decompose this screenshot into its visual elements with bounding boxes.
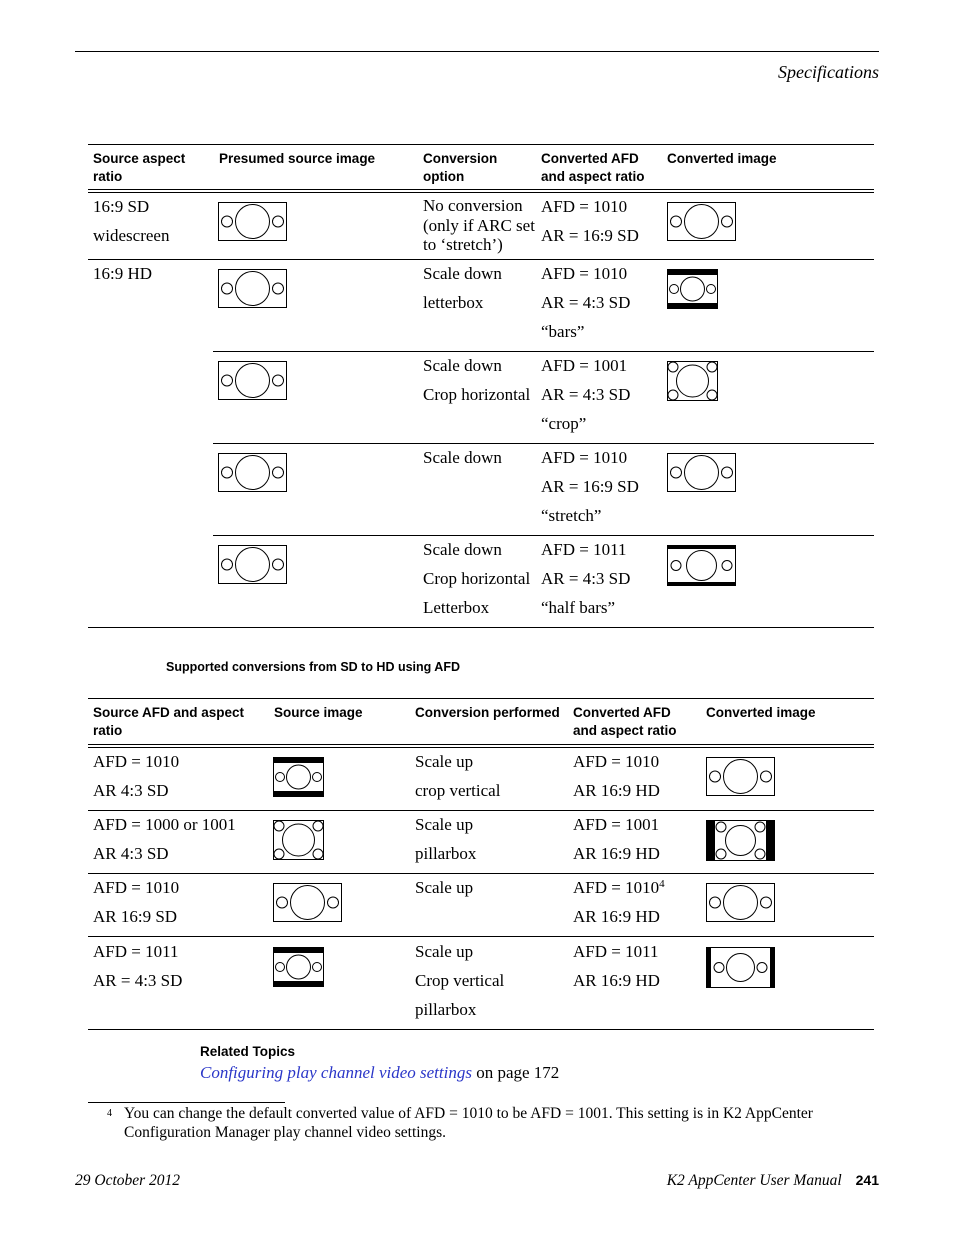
footer-date: 29 October 2012 — [75, 1172, 181, 1189]
converted-afd-line: “bars” — [541, 322, 585, 341]
table2-bottom-rule — [88, 1029, 874, 1030]
source-aspect-ratio-line: 16:9 HD — [93, 264, 153, 283]
source-image-wide-16x9-icon — [218, 453, 287, 492]
table2-column-header — [706, 704, 816, 722]
source-aspect-ratio — [93, 192, 213, 250]
converted-image-pillarbox-16x9-icon — [706, 820, 775, 861]
table1-bottom-rule — [88, 627, 874, 628]
converted-image-halfpillar-16x9-icon — [706, 947, 775, 988]
conversion-performed-line: Scale up — [415, 815, 474, 834]
related-topics-heading: Related Topics — [200, 1044, 296, 1059]
table-row — [88, 192, 874, 259]
converted-afd-line: AFD = 1010 — [541, 264, 628, 283]
converted-afd-line: AFD = 1010 — [573, 752, 660, 771]
converted-image-crop-4x3-icon — [667, 361, 718, 401]
converted-image-wide-16x9-icon — [667, 453, 736, 492]
table2-column-header-line: Conversion performed — [415, 705, 560, 720]
converted-afd — [541, 535, 666, 622]
table2-column-header-line: ratio — [93, 723, 123, 738]
source-afd-line: AFD = 1010 — [93, 752, 180, 771]
conversion-option — [423, 351, 543, 409]
table2-header — [88, 698, 874, 745]
table1-column-header — [667, 150, 777, 168]
footnote — [107, 1104, 877, 1142]
converted-afd-line: AR = 4:3 SD — [541, 569, 631, 588]
related-link[interactable] — [200, 1063, 559, 1083]
converted-afd-line: AFD = 1001 — [541, 356, 628, 375]
table1-column-header — [219, 150, 375, 168]
converted-afd-line: AR 16:9 HD — [573, 781, 660, 800]
table1-column-header-line: Converted image — [667, 151, 777, 166]
converted-image-letterbox-4x3-icon — [667, 269, 718, 309]
converted-afd-line: AR = 16:9 SD — [541, 226, 639, 245]
conversion-performed — [415, 810, 565, 868]
page-number: 241 — [855, 1172, 879, 1188]
converted-afd-line: AR = 4:3 SD — [541, 293, 631, 312]
table-row — [88, 937, 874, 1019]
conversion-option — [423, 259, 543, 317]
table1-column-header-line: and aspect ratio — [541, 169, 645, 184]
table2-column-header-line: and aspect ratio — [573, 723, 677, 738]
converted-afd-line: “half bars” — [541, 598, 616, 617]
table1-column-header — [541, 150, 645, 186]
conversion-option-line: Scale down — [423, 540, 502, 559]
converted-image-halfbars-16x9-icon — [667, 545, 736, 586]
converted-image-wide-16x9-icon — [667, 202, 736, 241]
conversion-performed-line: Crop vertical — [415, 971, 505, 990]
converted-afd — [573, 747, 701, 805]
source-afd — [93, 747, 268, 805]
conversion-performed-line: pillarbox — [415, 844, 477, 863]
conversion-option — [423, 196, 543, 255]
converted-afd-line: AR 16:9 HD — [573, 844, 660, 863]
conversion-performed-line: Scale up — [415, 752, 474, 771]
table1-column-header-line: Presumed source image — [219, 151, 376, 166]
source-aspect-ratio-line: 16:9 SD — [93, 197, 150, 216]
source-image-wide-16x9-icon — [218, 202, 287, 241]
conversion-performed-line: pillarbox — [415, 1000, 477, 1019]
footer-right — [667, 1172, 879, 1190]
converted-afd — [541, 443, 666, 530]
table2-column-header-line: Source image — [274, 705, 363, 720]
conversion-performed — [415, 873, 565, 902]
header-rule — [75, 51, 879, 52]
conversion-option-line: Letterbox — [423, 598, 490, 617]
converted-afd-line: AFD = 1011 — [541, 540, 627, 559]
conversion-performed — [415, 747, 565, 805]
conversion-option-line: Scale down — [423, 448, 502, 467]
table-row — [88, 747, 874, 810]
source-image-wide-16x9-icon — [218, 269, 287, 308]
table1-column-header — [423, 150, 497, 186]
converted-afd-line: AR = 16:9 SD — [541, 477, 639, 496]
conversion-option-line: letterbox — [423, 293, 484, 312]
table-row — [88, 535, 874, 627]
table-row — [88, 873, 874, 936]
conversion-option-line: No conversion — [423, 196, 523, 215]
conversion-option-line: (only if ARC set — [423, 215, 535, 235]
conversion-option — [423, 535, 543, 622]
related-link-text[interactable]: Configuring play channel video settings — [200, 1063, 472, 1082]
source-afd-line: AFD = 1000 or 1001 — [93, 815, 236, 834]
converted-afd — [573, 937, 701, 995]
table-row — [88, 443, 874, 535]
table1-header — [88, 144, 874, 191]
conversion-performed-line: crop vertical — [415, 781, 501, 800]
converted-afd — [541, 351, 666, 438]
conversion-option-line: Scale down — [423, 356, 502, 375]
table1-column-header-line: ratio — [93, 169, 123, 184]
converted-afd-line: AFD = $1010^4$ — [573, 878, 665, 897]
related-link-suffix: on page 172 — [471, 1063, 560, 1082]
converted-afd-line: AFD = 1001 — [573, 815, 660, 834]
converted-afd-line: AFD = 1011 — [573, 942, 659, 961]
table1-column-header — [93, 150, 185, 186]
table2-column-header — [573, 704, 677, 740]
table-sd-conversions — [88, 144, 874, 628]
table-row — [88, 259, 874, 351]
conversion-performed-line: Scale up — [415, 942, 474, 961]
table-caption: Supported conversions from SD to HD using AFD — [166, 660, 460, 674]
source-afd-line: AR 4:3 SD — [93, 844, 169, 863]
table-row — [88, 351, 874, 443]
table-row — [88, 810, 874, 873]
source-aspect-ratio-line: widescreen — [93, 226, 170, 245]
source-afd-line: AFD = 1011 — [93, 942, 179, 961]
table2-column-header — [415, 704, 560, 722]
conversion-option — [423, 443, 543, 472]
source-afd — [93, 810, 268, 868]
footnote-reference: 4 — [659, 878, 665, 890]
source-image-wide-16x9-icon — [218, 361, 287, 400]
table1-column-header-line: option — [423, 169, 465, 184]
converted-afd — [573, 873, 701, 931]
table-sd-to-hd-conversions — [88, 698, 874, 1030]
converted-afd-line: “crop” — [541, 414, 587, 433]
converted-afd — [541, 192, 666, 250]
converted-afd-line: AR 16:9 HD — [573, 907, 660, 926]
conversion-performed — [415, 937, 565, 1024]
table2-column-header — [274, 704, 363, 722]
source-afd-line: AR 4:3 SD — [93, 781, 169, 800]
converted-afd — [541, 259, 666, 346]
source-image-crop-4x3-icon — [273, 820, 324, 860]
footnote-rule — [88, 1102, 285, 1103]
converted-afd — [573, 810, 701, 868]
source-afd-line: AFD = 1010 — [93, 878, 180, 897]
converted-image-wide-16x9-icon — [706, 883, 775, 922]
footnote-marker: 4 — [107, 1108, 112, 1119]
table1-column-header-line: Source aspect — [93, 151, 186, 166]
converted-afd-line: AR = 4:3 SD — [541, 385, 631, 404]
source-image-wide-16x9-icon — [273, 883, 342, 922]
conversion-option-line: Scale down — [423, 264, 502, 283]
converted-afd-line: AFD = 1010 — [541, 448, 628, 467]
converted-afd-line: AFD = 1010 — [541, 197, 628, 216]
converted-image-wide-16x9-icon — [706, 757, 775, 796]
table1-column-header-line: Converted AFD — [541, 151, 639, 166]
table2-column-header-line: Source AFD and aspect — [93, 705, 245, 720]
conversion-option-line: to ‘stretch’) — [423, 235, 503, 254]
footer-manual: K2 AppCenter User Manual — [666, 1172, 842, 1189]
conversion-performed-line: Scale up — [415, 878, 474, 897]
converted-afd-line: AR 16:9 HD — [573, 971, 660, 990]
source-image-wide-16x9-icon — [218, 545, 287, 584]
table2-column-header — [93, 704, 244, 740]
source-afd — [93, 873, 268, 931]
source-image-letterbox-4x3-icon — [273, 947, 324, 987]
table2-column-header-line: Converted AFD — [573, 705, 671, 720]
conversion-option-line: Crop horizontal — [423, 569, 531, 588]
table1-column-header-line: Conversion — [423, 151, 498, 166]
source-afd-line: AR = 4:3 SD — [93, 971, 183, 990]
source-afd — [93, 937, 268, 995]
source-image-letterbox-4x3-icon — [273, 757, 324, 797]
source-afd-line: AR 16:9 SD — [93, 907, 178, 926]
table2-column-header-line: Converted image — [706, 705, 816, 720]
section-title: Specifications — [778, 62, 879, 82]
conversion-option-line: Crop horizontal — [423, 385, 531, 404]
footnote-text: You can change the default converted value of AFD = 1010 to be AFD = 1001. This setting is in K2 AppCenter Configuration Manager play channel video settings. — [124, 1105, 813, 1141]
source-aspect-ratio — [93, 259, 213, 288]
converted-afd-line: “stretch” — [541, 506, 602, 525]
